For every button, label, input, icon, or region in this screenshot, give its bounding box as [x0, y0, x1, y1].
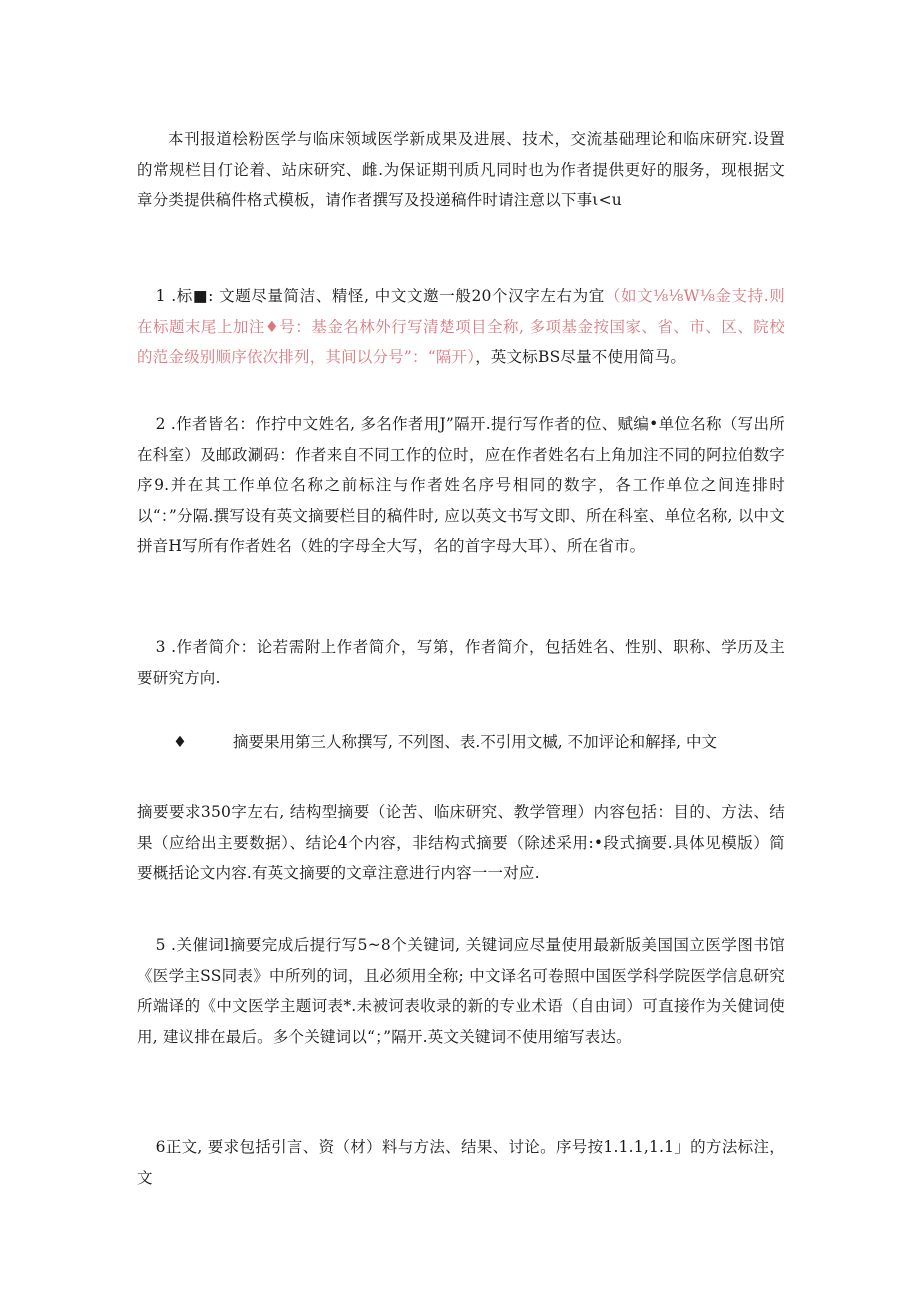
diamond-bullet-icon: ♦ — [173, 733, 187, 751]
item-1-title-rules — [137, 281, 785, 373]
item-5-keywords: 5 .关催词l摘要完成后提行写5~8个关键词, 关键词应尽量使用最新版美国国立医学图书馆《医学主SS同表》中所列的词，且必须用全称; 中文译名可卷照中国医学科学院医学信息研究所端译的《中文医学主题诃表*.未被诃表收录的新的专业术语（自由词）可直接作为关健词使用, 建议排在最后。多个关键词以“；”隔开.英文关键词不使用缩写表达。 — [137, 936, 785, 1046]
intro-paragraph: 本刊报道桧粉医学与临床领域医学新成果及进展、技术，交流基础理论和临床研究.设置的常规栏目仃论着、站床研究、雌.为保证期刊质凡同时也为作者提供更好的服务，现根据文章分类提供稿件格式模板，请作者撰写及投递稿件时请注意以下事ι<u — [137, 130, 785, 209]
item-1-tail: ，英文标BS尽量不使用简马。 — [475, 348, 687, 366]
item-6-body-text: 6正文, 要求包括引言、资（材）料与方法、结果、讨论。序号按1.1.1,1.1」的方法标注，文 — [137, 1138, 785, 1187]
item-4-abstract-continued: 摘要要求350字左右, 结构型摘要（论苦、临床研究、教学管理）内容包括：目的、方法、结果（应给出主要数据）、结论4个内容，非结构式摘要（除述采用:•段式摘要.具体见模版）简要概括论文内容.有英文摘要的文章注意进行内容一一对应. — [137, 803, 785, 882]
item-1-lead: 1 .标■: 文题尽量简洁、精怪, 中文文邀一般20个汉字左右为宜 — [155, 287, 605, 305]
item-2-author-names: 2 .作者皆名：作拧中文姓名, 多名作者用J”隔开.提行写作者的位、赋编•单位名称（写出所在科室）及邮政涮码：作者来自不同工作的位时，应在作者姓名右上角加注不同的阿拉伯数字序9.并在其工作单位名称之前标注与作者姓名序号相同的数字，各工作单位之间连排时以“：”分隔.撰写设有英文摘要栏目的稿件时, 应以英文书写文即、所在科室、单位名称, 以中文拼音H写所有作者姓名（姓的字母全大写，名的首字母大耳）、所在省市。 — [137, 415, 785, 555]
item-1-highlight: （如文⅛⅛W⅛金支持.则在标题末尾上加注♦号：基金名林外行写清楚项目全称, 多项基金按国家、省、市、区、院校的范金级别顺序依次排列，其间以分号”：“隔开） — [137, 287, 785, 366]
item-4-abstract-lead: 摘要果用第三人称撰写, 不列图、表.不引用文槭, 不加评论和解择, 中文 — [233, 733, 717, 751]
item-3-author-bio: 3 .作者简介：论若需附上作者简介，写第，作者简介，包括姓名、性别、职称、学历及主要研究方向. — [137, 638, 785, 687]
